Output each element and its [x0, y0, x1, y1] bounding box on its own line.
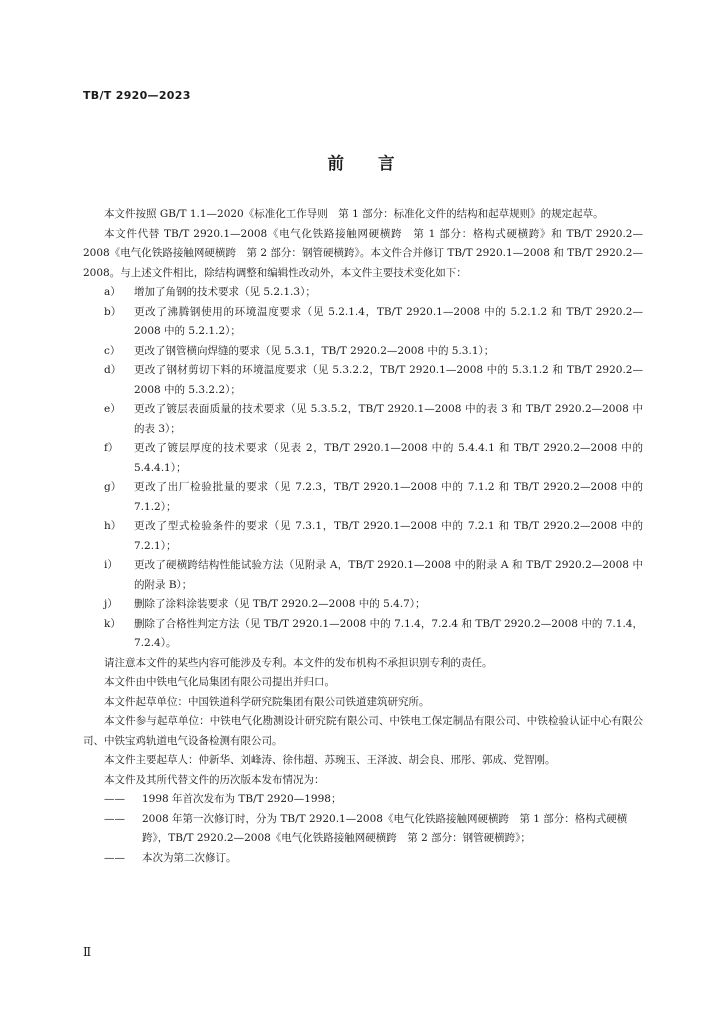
change-text: 更改了钢材剪切下料的环境温度要求（见 5.3.2.2，TB/T 2920.1—2008 中的 5.3.1.2 和 TB/T 2920.2—2008 中的 5.3.2.2）； — [134, 364, 643, 396]
change-item — [83, 615, 643, 654]
change-item — [83, 400, 643, 439]
change-label: i） — [104, 559, 118, 571]
change-item — [83, 283, 643, 303]
change-text: 删除了涂料涂装要求（见 TB/T 2920.2—2008 中的 5.4.7）； — [134, 598, 426, 610]
intro-paragraph: 本文件按照 GB/T 1.1—2020《标准化工作导则 第 1 部分：标准化文件的结构和起草规则》的规定起草。 — [104, 208, 604, 220]
change-item — [83, 595, 643, 615]
foreword-body — [83, 205, 643, 868]
page-number: Ⅱ — [83, 945, 92, 959]
change-label: d） — [104, 364, 122, 376]
change-text: 更改了沸腾钢使用的环境温度要求（见 5.2.1.4，TB/T 2920.1—2008 中的 5.2.1.2 和 TB/T 2920.2—2008 中的 5.2.1.2）； — [134, 305, 643, 337]
history-text: 本次为第二次修订。 — [142, 851, 237, 864]
change-label: b） — [104, 305, 122, 318]
change-label: f） — [104, 442, 119, 454]
history-text: 2008 年第一次修订时，分为 TB/T 2920.1—2008《电气化铁路接触网硬横跨 第 1 部分：格构式硬横跨》，TB/T 2920.2—2008《电气化铁路接触网硬横跨 第 2 部分：钢管硬横跨》； — [142, 812, 628, 844]
change-item — [83, 342, 643, 362]
change-item — [83, 303, 643, 342]
paragraph: 本文件由中铁电气化局集团有限公司提出并归口。 — [104, 676, 335, 688]
change-label: a） — [104, 286, 121, 298]
page-title — [0, 150, 724, 174]
change-label: c） — [104, 344, 121, 357]
change-text: 更改了钢管横向焊缝的要求（见 5.3.1，TB/T 2920.2—2008 中的 5.3.1）； — [134, 344, 495, 357]
intro-paragraph: 本文件代替 TB/T 2920.1—2008《电气化铁路接触网硬横跨 第 1 部分：格构式硬横跨》和 TB/T 2920.2—2008《电气化铁路接触网硬横跨 第 2 部分：钢管硬横跨》。本文件合并修订 TB/T 2920.1—2008 和 TB/T 2920.2—2008。与上述文件相比，除结构调整和编辑性改动外，本文件主要技术变化如下： — [83, 227, 643, 279]
change-text: 更改了镀层表面质量的技术要求（见 5.3.5.2，TB/T 2920.1—2008 中的表 3 和 TB/T 2920.2—2008 中的表 3）； — [134, 403, 643, 435]
paragraph: 请注意本文件的某些内容可能涉及专利。本文件的发布机构不承担识别专利的责任。 — [104, 656, 493, 669]
change-text: 更改了型式检验条件的要求（见 7.3.1，TB/T 2920.1—2008 中的 7.2.1 和 TB/T 2920.2—2008 中的 7.2.1）； — [134, 520, 643, 552]
history-dash: —— — [104, 851, 125, 864]
history-dash: —— — [104, 793, 125, 805]
paragraph: 本文件主要起草人：仲新华、刘峰涛、徐伟超、苏琬玉、王泽波、胡会良、邢彤、郭成、党智刚。 — [104, 754, 556, 766]
history-item — [83, 790, 643, 810]
change-item — [83, 556, 643, 595]
change-text: 更改了镀层厚度的技术要求（见表 2，TB/T 2920.1—2008 中的 5.4.4.1 和 TB/T 2920.2—2008 中的 5.4.4.1）； — [134, 442, 643, 474]
change-text: 更改了硬横跨结构性能试验方法（见附录 A，TB/T 2920.1—2008 中的附录 A 和 TB/T 2920.2—2008 中的附录 B）； — [134, 559, 643, 591]
paragraph: 本文件及其所代替文件的历次版本发布情况为： — [104, 773, 325, 786]
paragraph: 本文件起草单位：中国铁道科学研究院集团有限公司铁道建筑研究所。 — [104, 695, 430, 708]
change-label: h） — [104, 520, 122, 532]
change-item — [83, 439, 643, 478]
change-text: 增加了角钢的技术要求（见 5.2.1.3）； — [134, 286, 316, 298]
change-label: g） — [104, 481, 122, 493]
change-text: 删除了合格性判定方法（见 TB/T 2920.1—2008 中的 7.1.4，7.2.4 和 TB/T 2920.2—2008 中的 7.1.4，7.2.4）。 — [134, 617, 643, 649]
history-dash: —— — [104, 812, 125, 825]
change-item — [83, 517, 643, 556]
change-text: 更改了出厂检验批量的要求（见 7.2.3，TB/T 2920.1—2008 中的 7.1.2 和 TB/T 2920.2—2008 中的 7.1.2）； — [134, 481, 643, 513]
history-text: 1998 年首次发布为 TB/T 2920—1998； — [142, 793, 342, 805]
history-item — [83, 849, 643, 869]
standard-code: TB/T 2920—2023 — [83, 89, 191, 102]
change-item — [83, 478, 643, 517]
title-char-2: 言 — [378, 154, 397, 173]
change-label: e） — [104, 403, 121, 415]
change-label: j） — [104, 598, 118, 610]
history-item — [83, 810, 643, 849]
title-char-1: 前 — [327, 154, 346, 173]
paragraph: 本文件参与起草单位：中铁电气化勘测设计研究院有限公司、中铁电工保定制品有限公司、中铁检验认证中心有限公司、中铁宝鸡轨道电气设备检测有限公司。 — [83, 715, 643, 747]
change-item — [83, 361, 643, 400]
change-label: k） — [104, 617, 121, 630]
